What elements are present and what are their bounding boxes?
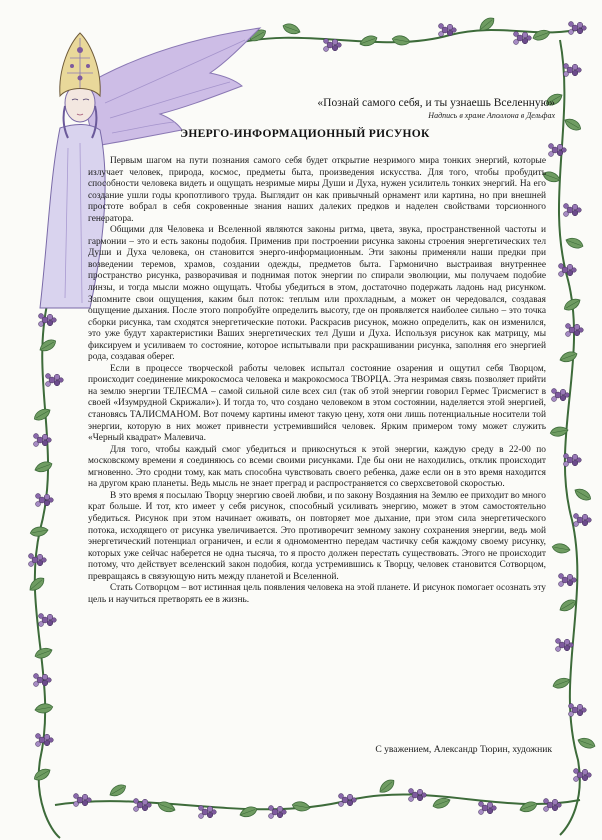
epigraph-source: Надпись в храме Аполлона в Дельфах	[428, 111, 555, 120]
document-body	[88, 156, 546, 606]
paragraph: В это время я посылаю Творцу энергию своей любви, и по закону Воздаяния на Землю ее приходит во много крат больше. И тот, кто имеет у себя рисунок, способный усиливать энергию, может в этом самостоятельно убедиться. Рисунок при этом начинает оживать, он повторяет мое дыхание, при этом сила энергетического потока, исходящего от рисунка увеличивается. Это противоречит земному закону сохранения энергии, ведь мой энергетический потенциал ограничен, и если я одномоментно передам частичку себя каждому своему рисунку, которых уже сейчас наберется не одна тысяча, то я просто должен перестать существовать. Этого не происходит потому, что действует вселенский закон подобия, когда устремившись к Творцу, человек становится Сотворцом, превращаясь в связующую нить между планетой и Вселенной.	[88, 490, 546, 582]
paragraph: Стать Сотворцом – вот истинная цель появления человека на этой планете. И рисунок помогает осознать эту цель и научиться претворять ее в жизнь.	[88, 583, 546, 605]
paragraph: Первым шагом на пути познания самого себя будет открытие незримого мира тонких энергий, которые излучает человек, природа, космос, предметы быта, произведения искусства. Для того, чтобы пробудить способности человека видеть и ощущать незримые миры Души и Духа, нужен усилитель тонких энергий. На его создание ушли годы кропотливого труда. Выглядит он как привычный орнамент или картина, но при внешней простоте вобрал в себя сокровенные знания наших далеких предков и наделен свойствами торсионного генератора.	[88, 156, 546, 224]
epigraph-quote: «Познай самого себя, и ты узнаешь Вселенную»	[317, 97, 555, 109]
epigraph	[255, 96, 555, 121]
paragraph: Для того, чтобы каждый смог убедиться и прикоснуться к этой энергии, каждую среду в 22-00 по московскому времени я соединяюсь со всеми своими рисунками. Где бы они не находились, отклик происходит мгновенно. Это сродни тому, как мать способна чувствовать своего ребенка, даже если он в это время находится на другом краю планеты. Ведь мысль не знает преград и распространяется со сверхсветовой скоростью.	[88, 444, 546, 490]
paragraph: Если в процессе творческой работы человек испытал состояние озарения и ощутил себя Творцом, происходит соединение микрокосмоса человека и макрокосмоса ТВОРЦА. Эта незримая связь позволяет прийти на землю энергии ТЕЛЕСМА – самой сильной силе всех сил (так об этой энергии говорил Гермес Трисмегист в своей «Изумрудной Скрижали»). И тогда то, что создано человеком в этом состоянии, наделяется этой энергией, становясь ТАЛИСМАНОМ. Вот почему картины имеют такую цену, хотя они лишь потенциальные носители той энергии, которую в них может привнести устремившийся человек. Ярким примером тому может служить «Черный квадрат» Малевича.	[88, 363, 546, 444]
signature: С уважением, Александр Тюрин, художник	[375, 744, 552, 755]
document-title: ЭНЕРГО-ИНФОРМАЦИОННЫЙ РИСУНОК	[180, 128, 430, 140]
paragraph: Общими для Человека и Вселенной являются законы ритма, цвета, звука, пространственной частоты и гармонии – это и есть законы подобия. Применив при построении рисунка законы строения энергетических тел Души и Духа человека, он становится энерго-информационным. Эти законы применяли наши предки при возведении теремов, храмов, создании одежды, предметов быта. Гармонично выстраивая внутреннее пространство рисунка, разворачивая и поднимая поток энергии по спирали эволюции, мы получаем подобие линзы, и тогда мысли можно ощущать. Чтобы убедиться в этом, достаточно подержать ладонь над рисунком. Запомните свои ощущения, каким был поток: теплым или прохладным, а может он чередовался, создавая ощущение дыхания. После этого попробуйте определить высоту, где он проявляется наиболее сильно – это точка сборки рисунка, там сходятся энергетические потоки. Раскрасив рисунок, можно определить, как он изменился, это уже будут характеристики Ваших энергетических тел Души и Духа. Используя рисунок как матрицу, мы фиксируем и усиливаем то состояние, которое испытывали при раскрашивании рисунка, заполняя его энергией рода, создавая оберег.	[88, 225, 546, 363]
